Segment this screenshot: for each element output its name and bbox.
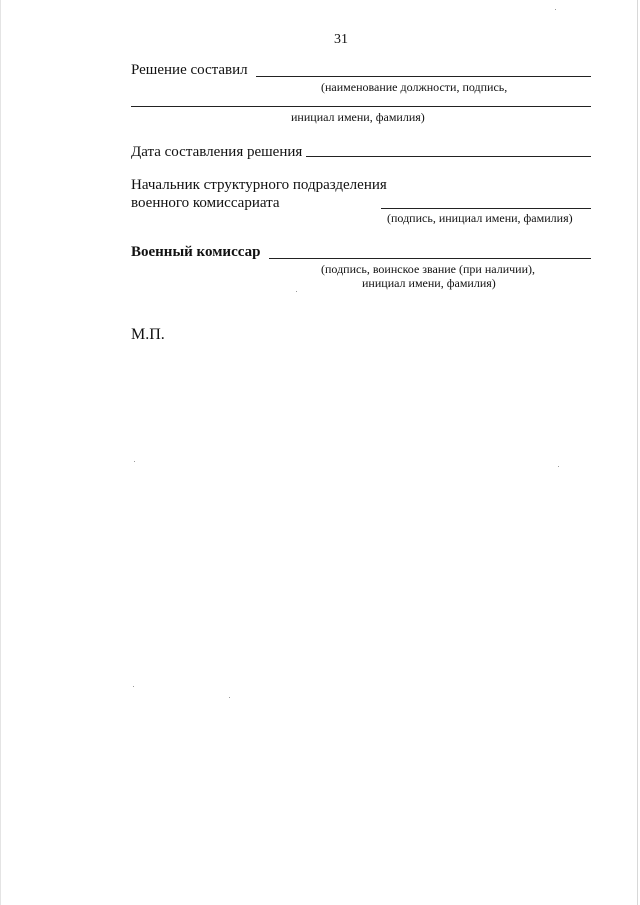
scan-speck — [296, 291, 297, 292]
scan-speck — [133, 686, 134, 687]
military-commissar-signature-line — [269, 258, 591, 259]
unit-head-signature-line — [381, 208, 591, 209]
scan-speck — [134, 461, 135, 462]
seal-placeholder-label: М.П. — [131, 326, 165, 343]
decision-compiled-caption-1: (наименование должности, подпись, — [321, 80, 508, 94]
unit-head-label-2: военного комиссариата — [131, 195, 280, 211]
scan-speck — [555, 9, 556, 10]
military-commissar-caption-2: инициал имени, фамилия) — [362, 276, 496, 290]
page-number: 31 — [334, 32, 348, 47]
scan-edge-right — [637, 0, 638, 905]
decision-date-label: Дата составления решения — [131, 144, 303, 160]
decision-compiled-second-line — [131, 106, 591, 107]
decision-compiled-signature-line — [256, 76, 591, 77]
decision-compiled-label: Решение составил — [131, 62, 248, 78]
decision-date-line — [306, 156, 591, 157]
military-commissar-label: Военный комиссар — [131, 244, 261, 260]
unit-head-label-1: Начальник структурного подразделения — [131, 177, 387, 193]
military-commissar-caption-1: (подпись, воинское звание (при наличии), — [321, 262, 535, 276]
scan-speck — [558, 466, 559, 467]
unit-head-caption: (подпись, инициал имени, фамилия) — [387, 211, 573, 225]
decision-compiled-caption-2: инициал имени, фамилия) — [291, 110, 425, 124]
scan-edge-left — [0, 0, 1, 905]
scan-speck — [229, 697, 230, 698]
